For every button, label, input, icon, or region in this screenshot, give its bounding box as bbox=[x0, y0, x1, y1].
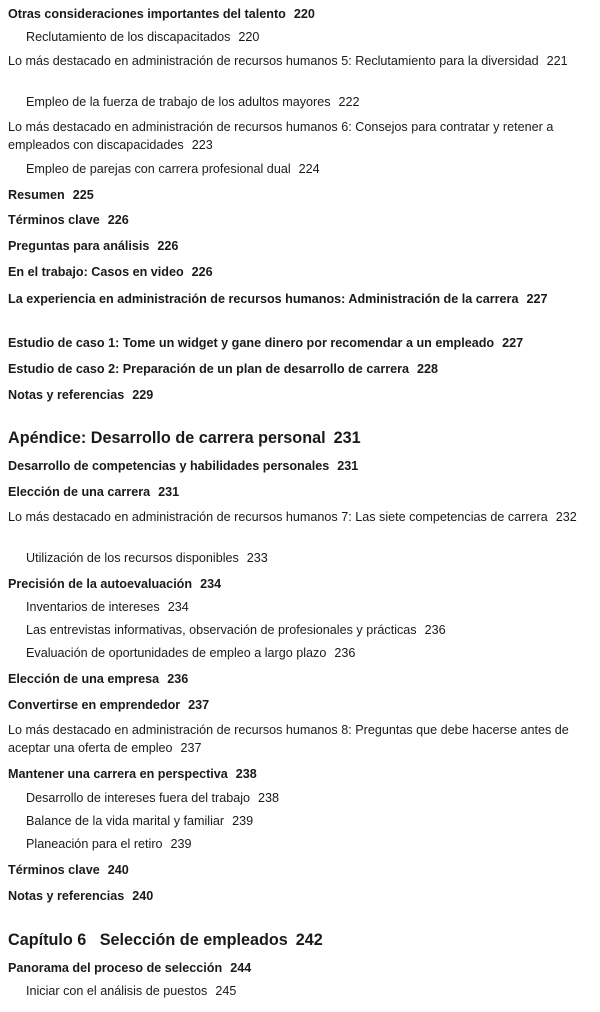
toc-page-number: 225 bbox=[72, 188, 94, 202]
toc-entry-title: Precisión de la autoevaluación bbox=[8, 577, 193, 591]
toc-entry bbox=[8, 509, 594, 527]
toc-page-number: 242 bbox=[295, 931, 323, 949]
toc-entry-title: Desarrollo de intereses fuera del trabajo bbox=[26, 791, 251, 805]
toc-entry bbox=[26, 622, 446, 640]
toc-entry-title: Balance de la vida marital y familiar bbox=[26, 814, 225, 828]
toc-entry bbox=[26, 550, 268, 568]
toc-page-number: 224 bbox=[298, 162, 320, 176]
toc-entry-title: En el trabajo: Casos en video bbox=[8, 265, 184, 279]
toc-entry-title: Las entrevistas informativas, observación de profesionales y prácticas bbox=[26, 623, 417, 637]
toc-entry-title: Elección de una empresa bbox=[8, 672, 160, 686]
toc-entry-title: Capítulo 6 Selección de empleados bbox=[8, 931, 288, 949]
toc-page-number: 244 bbox=[230, 961, 252, 975]
toc-page-number: 231 bbox=[333, 429, 361, 447]
toc-entry bbox=[8, 697, 209, 715]
toc-page-number: 220 bbox=[293, 7, 315, 21]
toc-entry-title: Mantener una carrera en perspectiva bbox=[8, 767, 228, 781]
toc-entry-title: Planeación para el retiro bbox=[26, 837, 163, 851]
toc-entry bbox=[8, 766, 257, 784]
toc-entry-title: Convertirse en emprendedor bbox=[8, 698, 181, 712]
toc-page-number: 223 bbox=[191, 137, 213, 152]
toc-entry bbox=[8, 238, 178, 256]
toc-entry bbox=[8, 212, 129, 230]
toc-page-number: 238 bbox=[258, 791, 280, 805]
toc-page-number: 239 bbox=[232, 814, 254, 828]
toc-entry bbox=[8, 576, 221, 594]
toc-entry-title: La experiencia en administración de recursos humanos: Administración de la carrera bbox=[8, 292, 519, 306]
toc-entry-title: Elección de una carrera bbox=[8, 485, 151, 499]
toc-page-number: 234 bbox=[200, 577, 222, 591]
toc-page-number: 226 bbox=[157, 239, 179, 253]
toc-entry bbox=[8, 888, 153, 906]
toc-entry-title: Notas y referencias bbox=[8, 889, 125, 903]
toc-entry bbox=[8, 6, 315, 24]
toc-entry bbox=[8, 264, 213, 282]
toc-entry-title: Estudio de caso 2: Preparación de un plan de desarrollo de carrera bbox=[8, 362, 410, 376]
toc-entry-title: Notas y referencias bbox=[8, 388, 125, 402]
toc-entry bbox=[26, 599, 189, 617]
toc-entry bbox=[8, 361, 438, 379]
toc-entry-title: Iniciar con el análisis de puestos bbox=[26, 984, 208, 998]
toc-entry-title: Panorama del proceso de selección bbox=[8, 961, 223, 975]
toc-entry-title: Términos clave bbox=[8, 213, 100, 227]
toc-page-number: 233 bbox=[246, 551, 268, 565]
toc-entry-title: Lo más destacado en administración de recursos humanos 5: Reclutamiento para la diversidad bbox=[8, 54, 539, 68]
toc-page-number: 229 bbox=[132, 388, 154, 402]
toc-entry-title: Apéndice: Desarrollo de carrera personal bbox=[8, 429, 326, 447]
toc-entry-title: Lo más destacado en administración de recursos humanos 6: Consejos para contratar y retener a empleados con discapacidades bbox=[8, 120, 557, 152]
toc-entry-title: Utilización de los recursos disponibles bbox=[26, 551, 239, 565]
toc-entry bbox=[26, 645, 355, 663]
toc-entry bbox=[8, 387, 153, 405]
toc-entry bbox=[26, 161, 320, 179]
toc-entry-title: Reclutamiento de los discapacitados bbox=[26, 30, 231, 44]
toc-page-number: 226 bbox=[107, 213, 129, 227]
toc-entry-title: Desarrollo de competencias y habilidades personales bbox=[8, 459, 330, 473]
toc-entry-title: Empleo de parejas con carrera profesional dual bbox=[26, 162, 291, 176]
toc-page-number: 240 bbox=[107, 863, 129, 877]
toc-entry bbox=[8, 862, 129, 880]
toc-entry bbox=[8, 53, 594, 71]
toc-entry bbox=[8, 671, 188, 689]
toc-page-number: 221 bbox=[546, 54, 568, 68]
toc-page-number: 238 bbox=[235, 767, 257, 781]
toc-entry-title: Empleo de la fuerza de trabajo de los adultos mayores bbox=[26, 95, 331, 109]
toc-entry bbox=[8, 335, 523, 353]
toc-page-number: 234 bbox=[167, 600, 189, 614]
toc-entry-title: Inventarios de intereses bbox=[26, 600, 160, 614]
toc-entry bbox=[8, 722, 594, 757]
toc-entry-title: Evaluación de oportunidades de empleo a largo plazo bbox=[26, 646, 327, 660]
toc-entry bbox=[8, 187, 94, 205]
toc-entry-title: Estudio de caso 1: Tome un widget y gane dinero por recomendar a un empleado bbox=[8, 336, 495, 350]
toc-page-number: 220 bbox=[238, 30, 260, 44]
toc-page-number: 237 bbox=[188, 698, 210, 712]
toc-page-number: 231 bbox=[158, 485, 180, 499]
toc-page-number: 226 bbox=[191, 265, 213, 279]
toc-page-number: 236 bbox=[424, 623, 446, 637]
toc-entry-title: Términos clave bbox=[8, 863, 100, 877]
toc-page-number: 240 bbox=[132, 889, 154, 903]
toc-entry bbox=[8, 458, 358, 476]
toc-entry bbox=[8, 960, 251, 978]
toc-entry bbox=[8, 291, 594, 309]
toc-entry-title: Otras consideraciones importantes del talento bbox=[8, 7, 286, 21]
toc-page-number: 236 bbox=[334, 646, 356, 660]
toc-page-number: 232 bbox=[555, 510, 577, 524]
toc-entry-title: Resumen bbox=[8, 188, 65, 202]
toc-page-number: 222 bbox=[338, 95, 360, 109]
toc-page-number: 236 bbox=[167, 672, 189, 686]
toc-entry bbox=[8, 484, 179, 502]
toc-entry bbox=[26, 94, 360, 112]
toc-page-number: 227 bbox=[526, 292, 548, 306]
toc-entry bbox=[8, 930, 323, 950]
toc-entry bbox=[26, 983, 236, 1001]
toc-entry bbox=[26, 790, 279, 808]
toc-page-number: 237 bbox=[180, 740, 202, 755]
toc-page-number: 227 bbox=[502, 336, 524, 350]
toc-entry bbox=[26, 813, 253, 831]
toc-entry bbox=[26, 836, 192, 854]
toc-entry-title: Preguntas para análisis bbox=[8, 239, 150, 253]
toc-page-number: 228 bbox=[417, 362, 439, 376]
toc-entry-title: Lo más destacado en administración de recursos humanos 7: Las siete competencias de carrera bbox=[8, 510, 548, 524]
toc-page-number: 245 bbox=[215, 984, 237, 998]
toc-entry-title: Lo más destacado en administración de recursos humanos 8: Preguntas que debe hacerse antes de aceptar una oferta de empleo bbox=[8, 723, 573, 755]
toc-entry bbox=[26, 29, 259, 47]
toc-page-number: 239 bbox=[170, 837, 192, 851]
toc-page-number: 231 bbox=[337, 459, 359, 473]
toc-entry bbox=[8, 428, 361, 448]
toc-entry bbox=[8, 119, 594, 154]
